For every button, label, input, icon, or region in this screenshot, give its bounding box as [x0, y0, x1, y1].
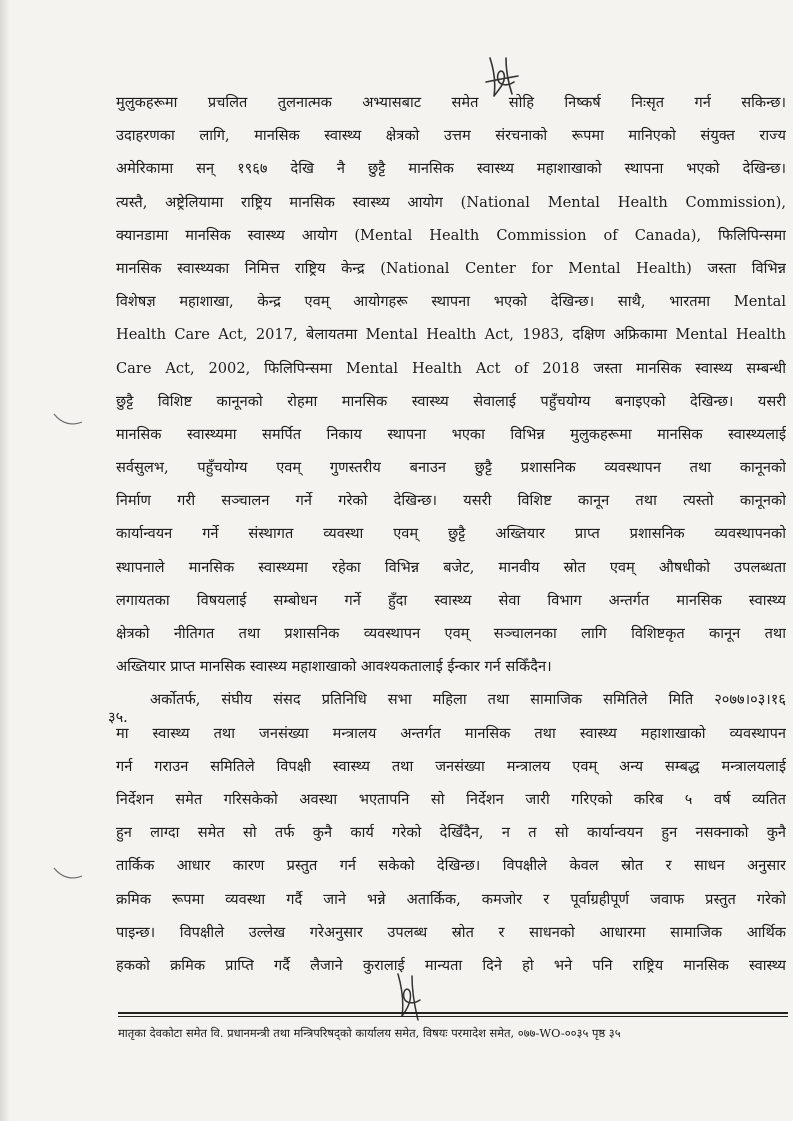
text-line: मा स्वास्थ्य तथा जनसंख्या मन्त्रालय अन्तर्गत मानसिक तथा स्वास्थ्य महाशाखाको व्यवस्थापन — [116, 724, 786, 742]
page-footer: मातृका देवकोटा समेत वि. प्रधानमन्त्री तथा मन्त्रिपरिषद्को कार्यालय समेत, विषयः परमादेश समेत, ०७७-WO-००३५ पृष्ठ ३५ — [118, 1026, 621, 1040]
text-line: तार्किक आधार कारण प्रस्तुत गर्न सकेको देखिन्छ। विपक्षीले केवल स्रोत र साधन अनुसार — [116, 857, 786, 875]
text-line: स्थापनाले मानसिक स्वास्थ्यमा रहेका विभिन्न बजेट, मानवीय स्रोत एवम् औषधीको उपलब्धता — [116, 558, 786, 576]
footer-rule — [118, 1016, 788, 1017]
margin-mark — [52, 408, 84, 430]
text-line: उदाहरणका लागि, मानसिक स्वास्थ्य क्षेत्रको उत्तम संरचनाको रूपमा मानिएको संयुक्त राज्य — [116, 127, 786, 145]
paragraph-number: ३५. — [108, 709, 128, 726]
text-line: अर्कोतर्फ, संघीय संसद प्रतिनिधि सभा महिला तथा सामाजिक समितिले मिति २०७७।०३।१६ — [150, 691, 786, 709]
text-line: सर्वसुलभ, पहुँचयोग्य एवम् गुणस्तरीय बनाउन छुट्टै प्रशासनिक व्यवस्थापन तथा कानूनको — [116, 459, 786, 477]
text-line: कार्यान्वयन गर्ने संस्थागत व्यवस्था एवम् छुट्टै अख्तियार प्राप्त प्रशासनिक व्यवस्थापनको — [116, 525, 786, 543]
text-line: क्रमिक रूपमा व्यवस्था गर्दै जाने भन्ने अतार्किक, कमजोर र पूर्वाग्रहीपूर्ण जवाफ प्रस्तुत गरेको — [116, 890, 786, 908]
page-edge — [0, 0, 10, 1121]
text-line: लगायतका विषयलाई सम्बोधन गर्ने हुँदा स्वास्थ्य सेवा विभाग अन्तर्गत मानसिक स्वास्थ्य — [116, 591, 786, 609]
text-line: क्षेत्रको नीतिगत तथा प्रशासनिक व्यवस्थापन एवम् सञ्चालनका लागि विशिष्टकृत कानून तथा — [116, 625, 786, 642]
text-line: गर्न गराउन समितिले विपक्षी स्वास्थ्य तथा जनसंख्या मन्त्रालय एवम् अन्य सम्बद्ध मन्त्रालयलाई — [116, 757, 786, 775]
text-line: त्यस्तै, अष्ट्रेलियामा राष्ट्रिय मानसिक स्वास्थ्य आयोग (National Mental Health Commission), — [116, 193, 786, 211]
text-line: निर्देशन समेत गरिसकेको अवस्था भएतापनि सो निर्देशन जारी गरिएको करिब ५ वर्ष व्यतित — [116, 790, 786, 808]
text-line: Health Care Act, 2017, बेलायतमा Mental Health Act, 1983, दक्षिण अफ्रिकामा Mental Health — [116, 326, 786, 344]
text-line: मुलुकहरूमा प्रचलित तुलनात्मक अभ्यासबाट समेत सोहि निष्कर्ष निःसृत गर्न सकिन्छ। — [116, 94, 786, 111]
text-line: अमेरिकामा सन् १९६७ देखि नै छुट्टै मानसिक स्वास्थ्य महाशाखाको स्थापना भएको देखिन्छ। — [116, 160, 786, 178]
text-line: छुट्टै विशिष्ट कानूनको रोहमा मानसिक स्वास्थ्य सेवालाई पहुँचयोग्य बनाइएको देखिन्छ। यसरी — [116, 392, 786, 410]
body-text — [116, 86, 786, 982]
text-line: क्यानडामा मानसिक स्वास्थ्य आयोग (Mental Health Commission of Canada), फिलिपिन्समा — [116, 226, 786, 244]
text-line: मानसिक स्वास्थ्यमा समर्पित निकाय स्थापना भएका विभिन्न मुलुकहरूमा मानसिक स्वास्थ्यलाई — [116, 425, 786, 443]
text-line: विशेषज्ञ महाशाखा, केन्द्र एवम् आयोगहरू स्थापना भएको देखिन्छ। साथै, भारतमा Mental — [116, 293, 786, 311]
text-line: हुन लाग्दा समेत सो तर्फ कुनै कार्य गरेको देखिँदैन, न त सो कार्यान्वयन हुन नसक्नाको कुनै — [116, 824, 786, 842]
text-line: पाइन्छ। विपक्षीले उल्लेख गरेअनुसार उपलब्ध स्रोत र साधनको आधारमा सामाजिक आर्थिक — [116, 923, 786, 941]
text-line: हकको क्रमिक प्राप्ति गर्दै लैजाने कुरालाई मान्यता दिने हो भने पनि राष्ट्रिय मानसिक स्वास्थ्य — [116, 956, 786, 974]
margin-mark — [52, 862, 84, 884]
text-line: मानसिक स्वास्थ्यका निमित्त राष्ट्रिय केन्द्र (National Center for Mental Health) जस्ता विभिन्न — [116, 259, 786, 277]
text-line: निर्माण गरी सञ्चालन गर्ने गरेको देखिन्छ। यसरी विशिष्ट कानून तथा त्यस्तो कानूनको — [116, 492, 786, 510]
footer-rule — [118, 1012, 788, 1014]
initials-signature-bottom — [386, 968, 426, 1026]
text-line: Care Act, 2002, फिलिपिन्समा Mental Health Act of 2018 जस्ता मानसिक स्वास्थ्य सम्बन्धी — [116, 359, 786, 377]
text-line: अख्तियार प्राप्त मानसिक स्वास्थ्य महाशाखाको आवश्यकतालाई ईन्कार गर्न सकिँदैन। — [116, 658, 552, 676]
